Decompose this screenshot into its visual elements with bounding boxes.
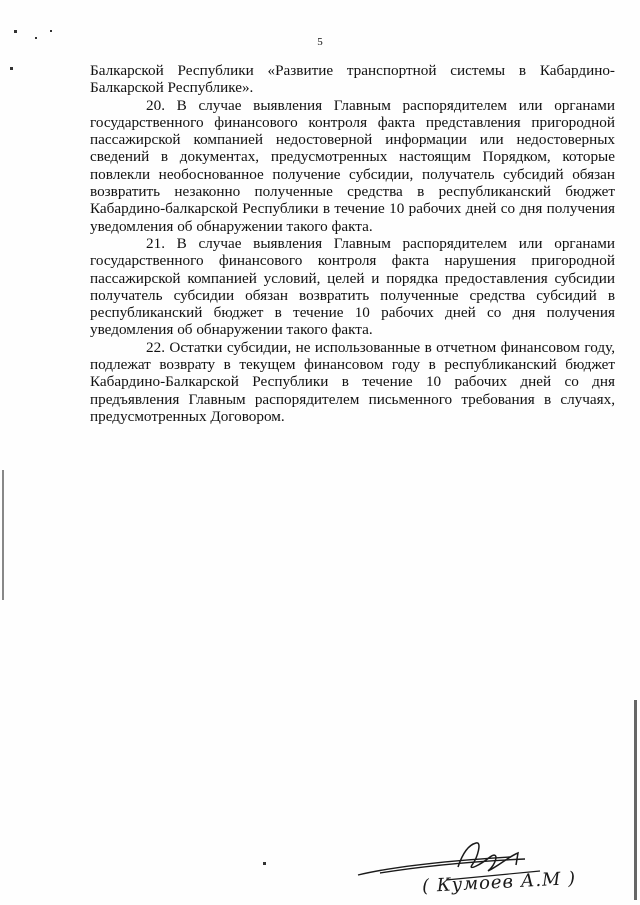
scan-speck (35, 37, 37, 39)
scan-edge-line (634, 700, 637, 900)
paragraph-21: 21. В случае выявления Главным распорядителем или органами государственного финансового контроля факта нарушения пригородной пассажирской компанией условий, целей и порядка предоставления субсидии получатель субсидии обязан возвратить полученные средства субсидий в республиканский бюджет в течение 10 рабочих дней со дня получения уведомления об обнаружении такого факта. (90, 234, 615, 339)
signature-name: ( Кумоев А.М ) (421, 867, 577, 898)
paragraph-continuation: Балкарской Республики «Развитие транспортной системы в Кабардино-Балкарской Республике». (90, 62, 615, 97)
page-number: 5 (317, 36, 323, 48)
scan-speck (14, 30, 17, 33)
scan-speck (10, 67, 13, 70)
paragraph-22: 22. Остатки субсидии, не использованные в отчетном финансовом году, подлежат возврату в текущем финансовом году в республиканский бюджет Кабардино-Балкарской Республики в течение 10 рабочих дней со дня предъявления Главным распорядителем письменного требования в случаях, предусмотренных Договором. (90, 338, 615, 425)
document-body (90, 62, 615, 425)
scan-edge-line (2, 470, 4, 600)
scan-speck (50, 30, 52, 32)
scan-speck (263, 862, 266, 865)
paragraph-20: 20. В случае выявления Главным распорядителем или органами государственного финансового контроля факта представления пригородной пассажирской компанией недостоверной информации или недостоверных сведений в документах, предусмотренных настоящим Порядком, которые повлекли необоснованное получение субсидии, получатель субсидий обязан возвратить незаконно полученные средства в республиканский бюджет Кабардино-балкарской Республики в течение 10 рабочих дней со дня получения уведомления об обнаружении такого факта. (90, 96, 615, 235)
